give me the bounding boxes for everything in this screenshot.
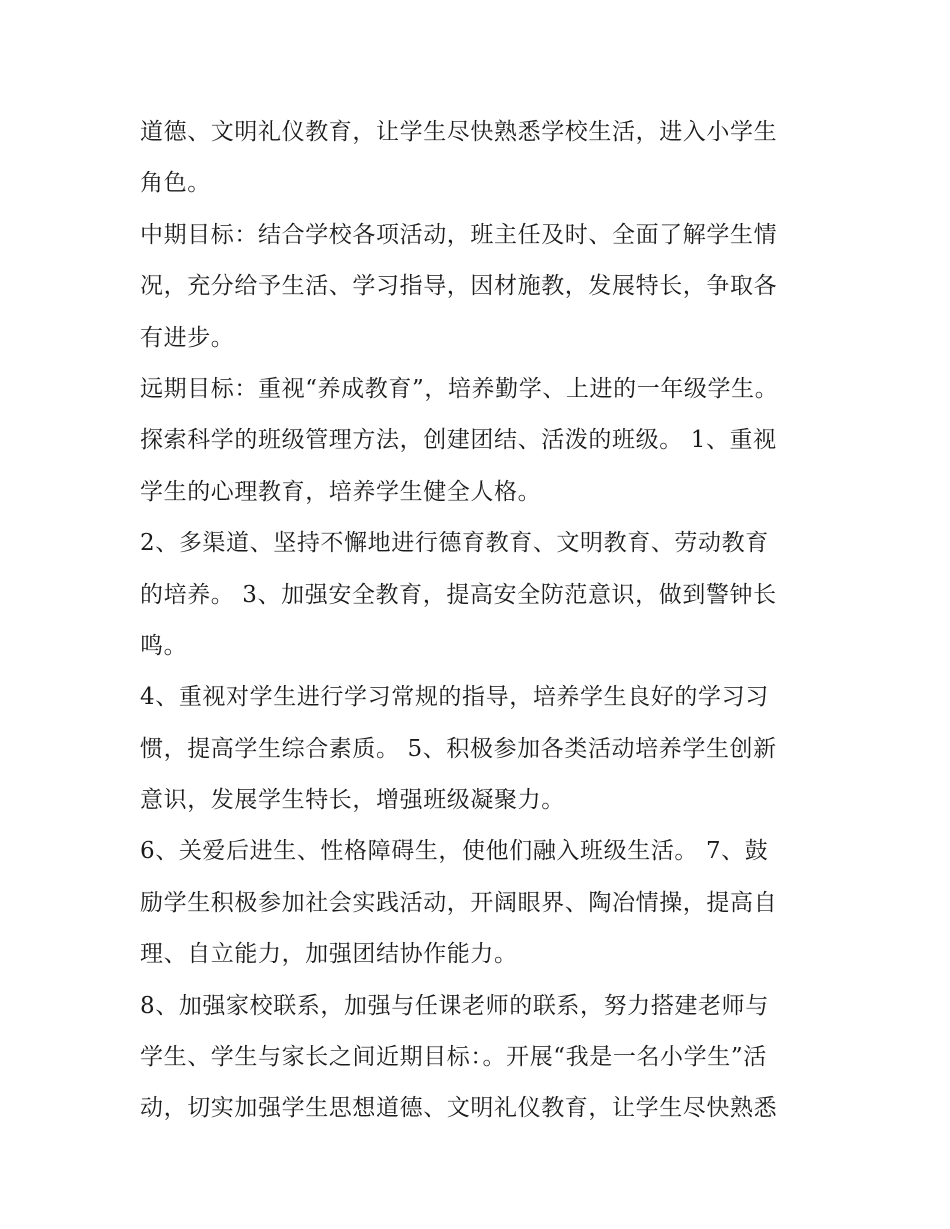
text-line: 2、多渠道、坚持不懈地进行德育教育、文明教育、劳动教育: [140, 530, 769, 557]
text-line: 惯，提高学生综合素质。 5、积极参加各类活动培养学生创新: [140, 735, 777, 762]
text-line: 学生的心理教育，培养学生健全人格。: [140, 478, 542, 505]
text-line: 4、重视对学生进行学习常规的指导，培养学生良好的学习习: [140, 684, 769, 711]
text-line: 有进步。: [140, 324, 235, 351]
text-line: 8、加强家校联系，加强与任课老师的联系，努力搭建老师与: [140, 992, 769, 1019]
text-line: 6、关爱后进生、性格障碍生，使他们融入班级生活。 7、鼓: [140, 838, 769, 865]
text-line: 理、自立能力，加强团结协作能力。: [140, 941, 518, 968]
body-text: [140, 107, 820, 1135]
text-line: 远期目标：重视“养成教育”，培养勤学、上进的一年级学生。: [140, 375, 779, 402]
text-line: 励学生积极参加社会实践活动，开阔眼界、陶冶情操，提高自: [140, 889, 778, 916]
text-line: 角色。: [140, 170, 211, 197]
text-line: 的培养。 3、加强安全教育，提高安全防范意识，做到警钟长: [140, 581, 777, 608]
text-line: 中期目标：结合学校各项活动，班主任及时、全面了解学生情: [140, 221, 778, 248]
text-line: 道德、文明礼仪教育，让学生尽快熟悉学校生活，进入小学生: [140, 119, 778, 145]
text-line: 意识，发展学生特长，增强班级凝聚力。: [140, 787, 565, 814]
text-line: 学生、学生与家长之间近期目标：。开展“我是一名小学生”活: [140, 1044, 767, 1071]
text-line: 探索科学的班级管理方法，创建团结、活泼的班级。 1、重视: [140, 427, 777, 454]
text-line: 鸣。: [140, 632, 188, 659]
text-line: 况，充分给予生活、学习指导，因材施教，发展特长，争取各: [140, 273, 778, 300]
text-line: 动，切实加强学生思想道德、文明礼仪教育，让学生尽快熟悉: [140, 1095, 778, 1122]
